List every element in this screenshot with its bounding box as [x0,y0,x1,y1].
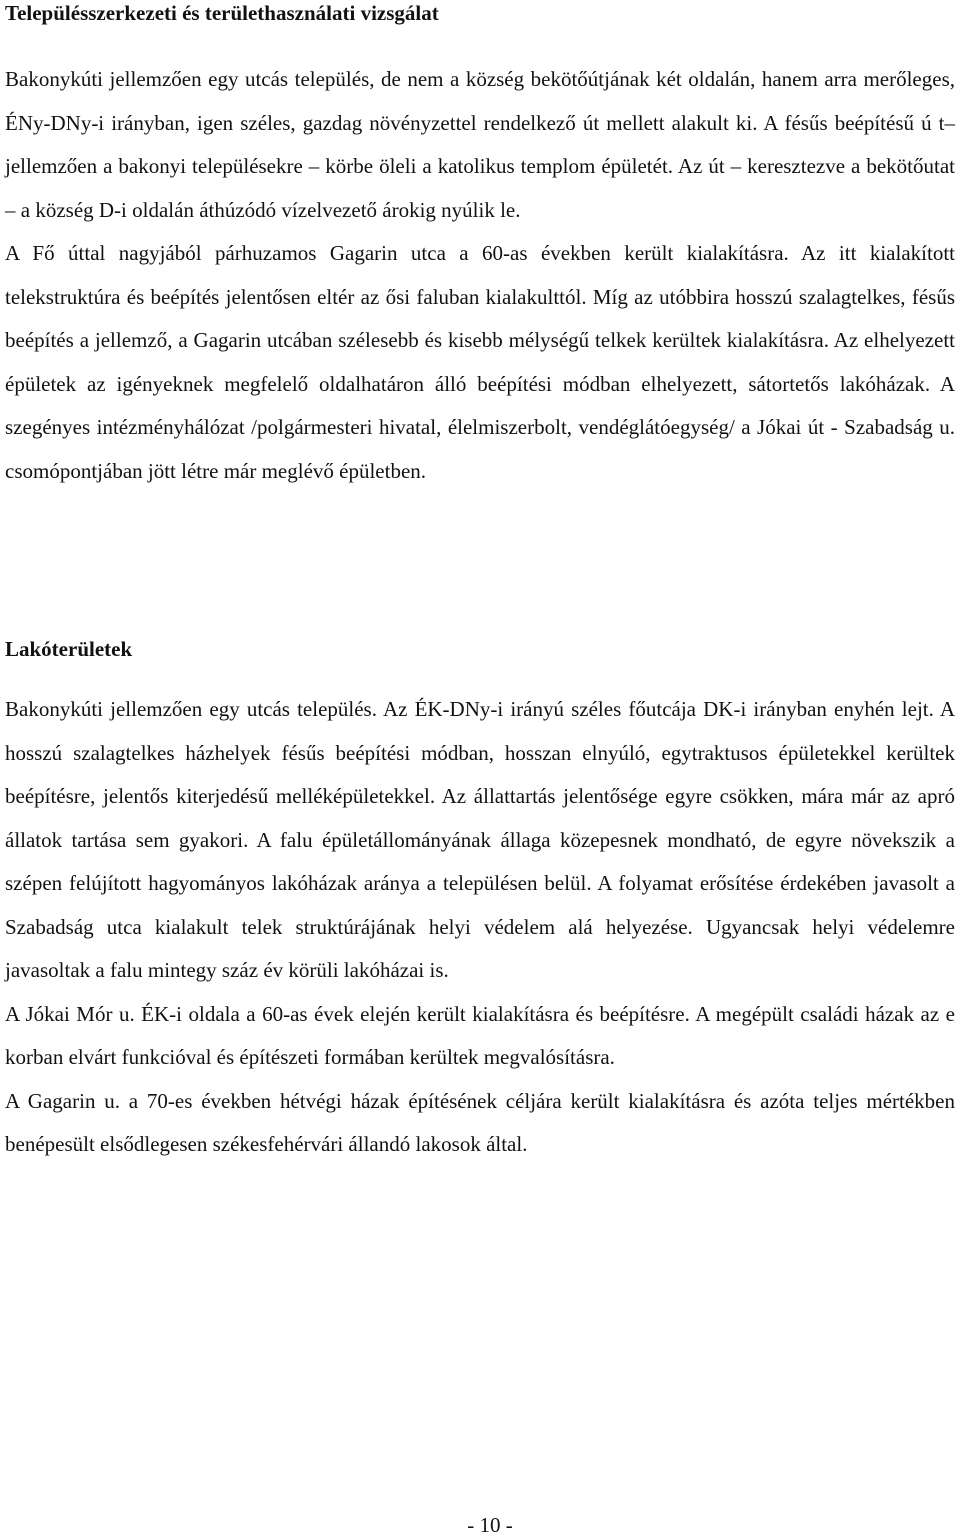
paragraph: Bakonykúti jellemzően egy utcás település. Az ÉK-DNy-i irányú széles főutcája DK-i irányban enyhén lejt. A hosszú szalagtelkes házhelyek fésűs beépítési módban, hosszan elnyúló, egytraktusos épületekkel kerültek beépítésre, jelentős kiterjedésű melléképületekkel. Az állattartás jelentősége egyre csökken, mára már az apró állatok tartása sem gyakori. A falu épületállományának állaga közepesnek mondható, de egyre növekszik a szépen felújított hagyományos lakóházak aránya a településen belül. A folyamat erősítése érdekében javasolt a Szabadság utca kialakult telek struktúrájának helyi védelem alá helyezése. Ugyancsak helyi védelemre javasoltak a falu mintegy száz év körüli lakóházai is. [5,697,955,982]
section-body-residential-areas [5,688,955,1167]
section-body-settlement-structure [5,58,955,493]
page-footer [0,1512,960,1538]
paragraph: Bakonykúti jellemzően egy utcás település, de nem a község bekötőútjának két oldalán, hanem arra merőleges, ÉNy-DNy-i irányban, igen széles, gazdag növényzettel rendelkező út mellett alakult ki. A fésűs beépítésű ú t– jellemzően a bakonyi településekre – körbe öleli a katolikus templom épületét. Az út – keresztezve a bekötőutat – a község D-i oldalán áthúzódó vízelvezető árokig nyúlik le. [5,67,955,222]
section-title-settlement-structure: Településszerkezeti és területhasználati vizsgálat [5,1,439,25]
paragraph: A Jókai Mór u. ÉK-i oldala a 60-as évek elején került kialakításra és beépítésre. A megépült családi házak az e korban elvárt funkcióval és építészeti formában kerültek megvalósításra. [5,1001,955,1069]
section-title-residential-areas: Lakóterületek [5,637,133,661]
paragraph: A Fő úttal nagyjából párhuzamos Gagarin utca a 60-as években került kialakításra. Az itt kialakított telekstruktúra és beépítés jelentősen eltér az ősi faluban kialakulttól. Míg az utóbbira hosszú szalagtelkes, fésűs beépítés a jellemző, a Gagarin utcában szélesebb és kisebb mélységű telkek kerültek kialakításra. Az elhelyezett épületek az igényeknek megfelelő oldalhatáron álló beépítési módban elhelyezett, sátortetős lakóházak. A szegényes intézményhálózat /polgármesteri hivatal, élelmiszerbolt, vendéglátóegység/ a Jókai út - Szabadság u. csomópontjában jött létre már meglévő épületben. [5,241,955,483]
page-number: - 10 - [467,1513,513,1537]
paragraph: A Gagarin u. a 70-es években hétvégi házak építésének céljára került kialakításra és azóta teljes mértékben benépesült elsődlegesen székesfehérvári állandó lakosok által. [5,1088,955,1156]
